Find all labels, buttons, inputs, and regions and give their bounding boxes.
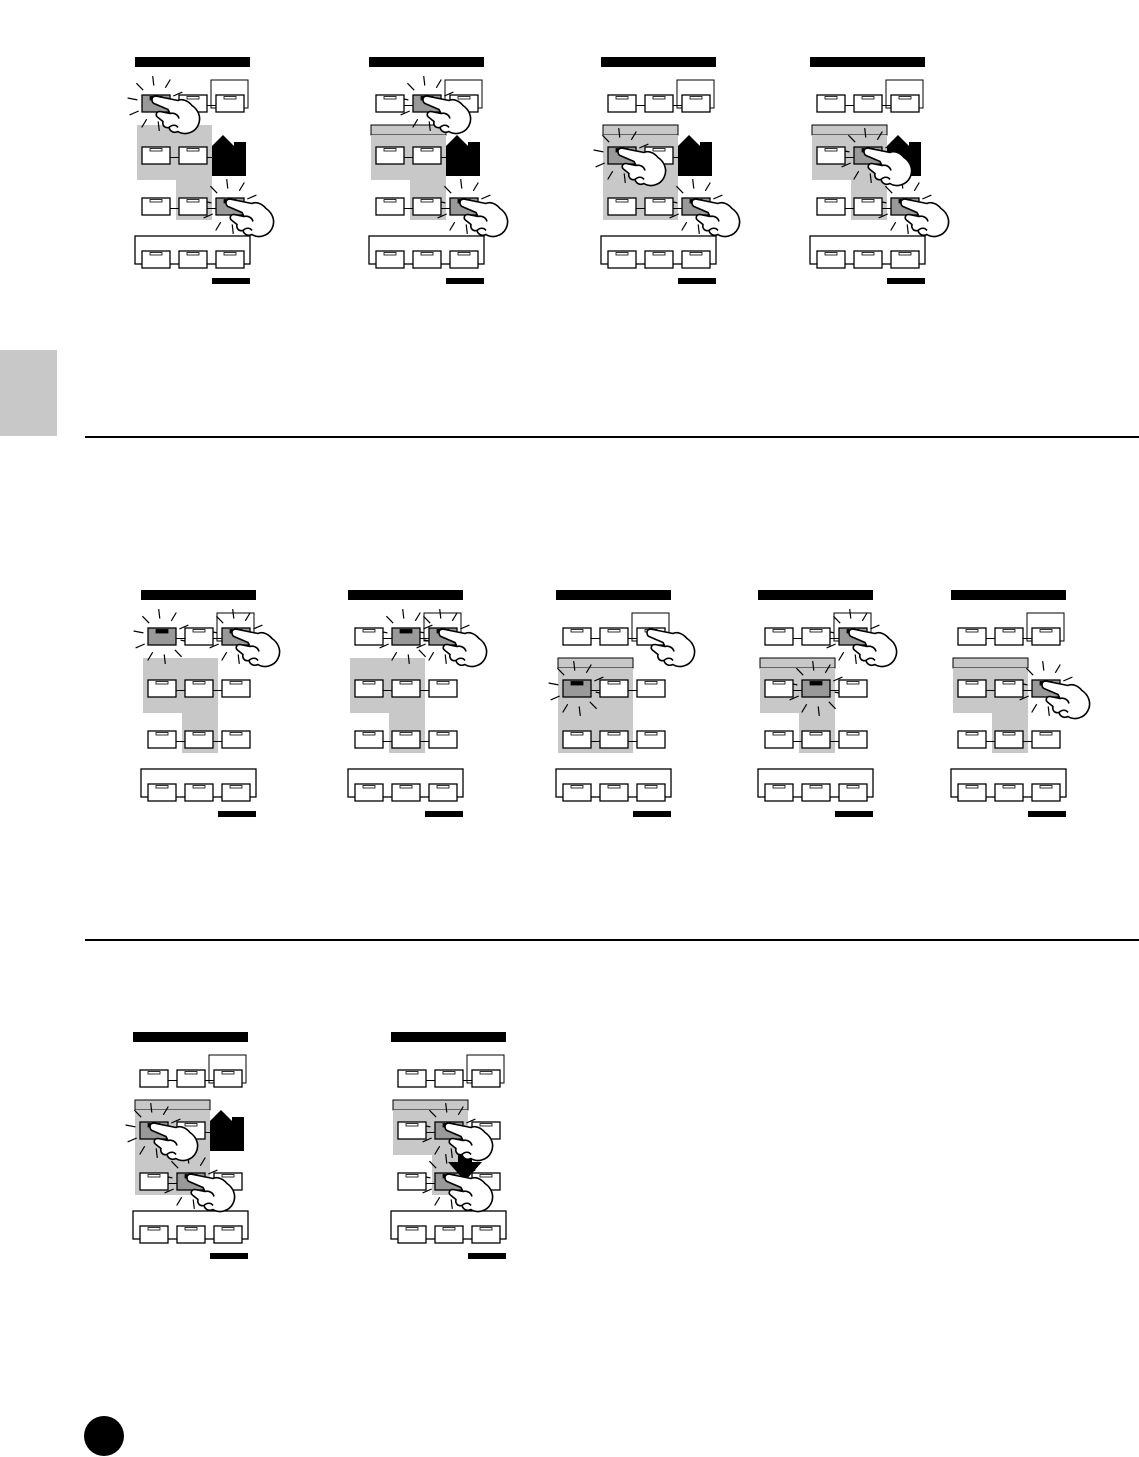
panel-button xyxy=(148,628,176,645)
button-led-indicator xyxy=(966,733,978,736)
button-led-indicator xyxy=(400,630,412,634)
button-led-indicator xyxy=(653,97,665,100)
panel-button xyxy=(398,1173,426,1190)
panel-diagram xyxy=(333,583,503,823)
button-led-indicator xyxy=(616,200,628,203)
section-divider xyxy=(85,939,1139,941)
button-led-indicator xyxy=(608,630,620,633)
button-led-indicator xyxy=(148,1175,160,1178)
panel-button xyxy=(600,731,628,748)
button-led-indicator xyxy=(363,630,375,633)
panel-button xyxy=(450,251,478,268)
panel-button xyxy=(608,198,636,215)
button-led-indicator xyxy=(156,630,168,634)
button-led-indicator xyxy=(862,253,874,256)
panel-button xyxy=(185,680,213,697)
button-led-indicator xyxy=(1040,733,1052,736)
panel-diagram xyxy=(541,583,711,823)
panel-button xyxy=(435,1070,463,1087)
panel-button xyxy=(398,1122,426,1139)
button-led-indicator xyxy=(616,97,628,100)
button-led-indicator xyxy=(690,97,702,100)
panel-header-bar xyxy=(951,590,1066,600)
panel-button xyxy=(148,680,176,697)
button-led-indicator xyxy=(825,253,837,256)
panel-button xyxy=(429,731,457,748)
arrow-down-right-icon xyxy=(210,1110,244,1151)
panel-diagram xyxy=(126,583,296,823)
button-led-indicator xyxy=(193,682,205,685)
button-led-indicator xyxy=(185,1072,197,1075)
panel-button xyxy=(854,251,882,268)
button-led-indicator xyxy=(608,733,620,736)
panel-button xyxy=(185,731,213,748)
button-led-indicator xyxy=(193,630,205,633)
panel-button xyxy=(355,628,383,645)
button-led-indicator xyxy=(406,1228,418,1231)
button-led-indicator xyxy=(150,200,162,203)
panel-button xyxy=(148,784,176,801)
panel-diagram xyxy=(120,50,290,290)
button-led-indicator xyxy=(690,253,702,256)
panel-footer-bar xyxy=(446,278,484,284)
button-led-indicator xyxy=(825,200,837,203)
panel-button xyxy=(398,1226,426,1243)
button-led-indicator xyxy=(230,682,242,685)
button-led-indicator xyxy=(384,97,396,100)
panel-button xyxy=(392,784,420,801)
button-led-indicator xyxy=(608,682,620,685)
panel-button xyxy=(600,628,628,645)
panel-button xyxy=(142,147,170,164)
panel-button xyxy=(958,680,986,697)
button-led-indicator xyxy=(480,1228,492,1231)
panel-button xyxy=(413,251,441,268)
button-led-indicator xyxy=(966,682,978,685)
panel-button xyxy=(376,147,404,164)
panel-button xyxy=(429,784,457,801)
panel-footer-bar xyxy=(887,278,925,284)
panel-button xyxy=(376,251,404,268)
panel-button xyxy=(142,251,170,268)
panel-button xyxy=(995,680,1023,697)
button-led-indicator xyxy=(862,97,874,100)
panel-header-bar xyxy=(141,590,256,600)
panel-button xyxy=(682,95,710,112)
panel-button xyxy=(185,628,213,645)
panel-button xyxy=(817,198,845,215)
button-led-indicator xyxy=(571,630,583,633)
button-led-indicator xyxy=(1003,630,1015,633)
panel-button xyxy=(682,251,710,268)
panel-button xyxy=(563,731,591,748)
panel-button xyxy=(179,147,207,164)
panel-diagram xyxy=(936,583,1106,823)
panel-button xyxy=(214,1226,242,1243)
panel-button xyxy=(435,1226,463,1243)
panel-button xyxy=(958,628,986,645)
hand-pointer-icon xyxy=(647,629,695,666)
button-led-indicator xyxy=(571,682,583,686)
button-led-indicator xyxy=(1003,733,1015,736)
panel-button xyxy=(177,1070,205,1087)
panel-button xyxy=(355,680,383,697)
button-led-indicator xyxy=(406,1072,418,1075)
panel-button xyxy=(995,731,1023,748)
button-led-indicator xyxy=(616,253,628,256)
button-led-indicator xyxy=(773,682,785,685)
button-led-indicator xyxy=(193,733,205,736)
button-led-indicator xyxy=(862,200,874,203)
panel-button xyxy=(1032,784,1060,801)
button-led-indicator xyxy=(1040,630,1052,633)
panel-footer-bar xyxy=(425,811,463,817)
button-led-indicator xyxy=(421,149,433,152)
panel-header-bar xyxy=(348,590,463,600)
button-led-indicator xyxy=(458,97,470,100)
button-led-indicator xyxy=(384,200,396,203)
button-led-indicator xyxy=(810,786,822,789)
panel-button xyxy=(995,628,1023,645)
panel-button xyxy=(765,680,793,697)
button-led-indicator xyxy=(421,200,433,203)
button-led-indicator xyxy=(1003,786,1015,789)
button-led-indicator xyxy=(224,253,236,256)
panel-button xyxy=(958,731,986,748)
panel-button xyxy=(376,198,404,215)
panel-footer-bar xyxy=(633,811,671,817)
panel-button xyxy=(608,95,636,112)
panel-button xyxy=(817,95,845,112)
panel-button xyxy=(958,784,986,801)
panel-button xyxy=(392,628,420,645)
panel-button xyxy=(891,95,919,112)
button-led-indicator xyxy=(825,149,837,152)
panel-header-bar xyxy=(601,57,716,67)
panel-button xyxy=(637,680,665,697)
button-led-indicator xyxy=(825,97,837,100)
panel-button xyxy=(637,731,665,748)
panel-button xyxy=(1032,628,1060,645)
button-led-indicator xyxy=(653,149,665,152)
button-led-indicator xyxy=(810,630,822,633)
panel-header-bar xyxy=(810,57,925,67)
button-led-indicator xyxy=(150,253,162,256)
button-led-indicator xyxy=(148,1072,160,1075)
button-led-indicator xyxy=(645,786,657,789)
panel-button xyxy=(214,1070,242,1087)
panel-button xyxy=(148,731,176,748)
panel-button xyxy=(817,147,845,164)
button-led-indicator xyxy=(571,733,583,736)
button-led-indicator xyxy=(966,630,978,633)
panel-button xyxy=(839,731,867,748)
panel-button xyxy=(179,251,207,268)
button-led-indicator xyxy=(222,1175,234,1178)
panel-button xyxy=(600,784,628,801)
button-led-indicator xyxy=(645,733,657,736)
button-led-indicator xyxy=(406,1175,418,1178)
panel-button xyxy=(429,680,457,697)
button-led-indicator xyxy=(653,200,665,203)
button-led-indicator xyxy=(810,733,822,736)
button-led-indicator xyxy=(400,733,412,736)
panel-button xyxy=(854,95,882,112)
button-led-indicator xyxy=(966,786,978,789)
panel-button xyxy=(637,784,665,801)
button-led-indicator xyxy=(437,786,449,789)
panel-button xyxy=(839,680,867,697)
panel-button xyxy=(222,784,250,801)
button-led-indicator xyxy=(421,253,433,256)
button-led-indicator xyxy=(224,97,236,100)
button-led-indicator xyxy=(230,733,242,736)
button-led-indicator xyxy=(443,1228,455,1231)
panel-diagram xyxy=(795,50,965,290)
button-led-indicator xyxy=(185,1228,197,1231)
panel-button xyxy=(222,680,250,697)
page-number-badge xyxy=(84,1416,124,1456)
button-led-indicator xyxy=(193,786,205,789)
panel-button xyxy=(802,731,830,748)
panel-button xyxy=(645,251,673,268)
button-led-indicator xyxy=(458,253,470,256)
button-led-indicator xyxy=(363,682,375,685)
button-led-indicator xyxy=(363,786,375,789)
button-led-indicator xyxy=(847,733,859,736)
panel-button xyxy=(765,628,793,645)
button-led-indicator xyxy=(406,1124,418,1127)
button-led-indicator xyxy=(400,786,412,789)
button-led-indicator xyxy=(810,682,822,686)
button-led-indicator xyxy=(571,786,583,789)
panel-button xyxy=(995,784,1023,801)
panel-button xyxy=(765,731,793,748)
button-led-indicator xyxy=(653,253,665,256)
button-led-indicator xyxy=(480,1072,492,1075)
panel-button xyxy=(817,251,845,268)
panel-footer-bar xyxy=(218,811,256,817)
panel-button xyxy=(177,1226,205,1243)
button-led-indicator xyxy=(148,1228,160,1231)
panel-diagram xyxy=(354,50,524,290)
panel-button xyxy=(600,680,628,697)
panel-footer-bar xyxy=(212,278,250,284)
button-led-indicator xyxy=(150,149,162,152)
button-led-indicator xyxy=(400,682,412,685)
panel-footer-bar xyxy=(210,1253,248,1259)
button-led-indicator xyxy=(847,682,859,685)
panel-button xyxy=(140,1226,168,1243)
button-led-indicator xyxy=(156,733,168,736)
panel-header-bar xyxy=(391,1032,506,1042)
panel-button xyxy=(563,680,591,697)
button-led-indicator xyxy=(185,1124,197,1127)
button-led-indicator xyxy=(1003,682,1015,685)
panel-button xyxy=(185,784,213,801)
button-led-indicator xyxy=(899,97,911,100)
button-led-indicator xyxy=(222,1072,234,1075)
section-divider xyxy=(85,436,1139,438)
button-led-indicator xyxy=(645,682,657,685)
button-led-indicator xyxy=(156,786,168,789)
panel-footer-bar xyxy=(1028,811,1066,817)
panel-header-bar xyxy=(758,590,873,600)
panel-diagram xyxy=(586,50,756,290)
button-led-indicator xyxy=(222,1228,234,1231)
panel-button xyxy=(179,198,207,215)
panel-button xyxy=(472,1226,500,1243)
button-led-indicator xyxy=(437,682,449,685)
panel-button xyxy=(563,628,591,645)
button-led-indicator xyxy=(437,733,449,736)
panel-button xyxy=(398,1070,426,1087)
arrow-down-right-icon xyxy=(446,135,480,176)
button-led-indicator xyxy=(363,733,375,736)
button-led-indicator xyxy=(156,682,168,685)
panel-button xyxy=(355,784,383,801)
panel-button xyxy=(376,95,404,112)
button-led-indicator xyxy=(230,786,242,789)
button-led-indicator xyxy=(443,1072,455,1075)
panel-button xyxy=(839,784,867,801)
panel-button xyxy=(472,1070,500,1087)
panel-button xyxy=(392,680,420,697)
button-led-indicator xyxy=(1040,786,1052,789)
panel-button xyxy=(392,731,420,748)
panel-header-bar xyxy=(133,1032,248,1042)
button-led-indicator xyxy=(773,733,785,736)
panel-button xyxy=(645,198,673,215)
panel-diagram xyxy=(743,583,913,823)
section-tab-marker xyxy=(0,350,57,436)
panel-button xyxy=(355,731,383,748)
button-led-indicator xyxy=(480,1175,492,1178)
panel-header-bar xyxy=(556,590,671,600)
panel-button xyxy=(413,147,441,164)
panel-button xyxy=(802,784,830,801)
panel-button xyxy=(802,680,830,697)
button-led-indicator xyxy=(480,1124,492,1127)
button-led-indicator xyxy=(899,253,911,256)
button-led-indicator xyxy=(187,200,199,203)
button-led-indicator xyxy=(187,253,199,256)
arrow-down-right-icon xyxy=(678,135,712,176)
panel-footer-bar xyxy=(678,278,716,284)
panel-button xyxy=(854,198,882,215)
panel-button xyxy=(765,784,793,801)
button-led-indicator xyxy=(847,786,859,789)
button-led-indicator xyxy=(187,97,199,100)
button-led-indicator xyxy=(773,786,785,789)
button-led-indicator xyxy=(608,786,620,789)
button-led-indicator xyxy=(384,149,396,152)
panel-button xyxy=(891,251,919,268)
panel-button xyxy=(142,198,170,215)
button-led-indicator xyxy=(773,630,785,633)
panel-header-bar xyxy=(369,57,484,67)
panel-button xyxy=(645,95,673,112)
panel-button xyxy=(140,1070,168,1087)
panel-footer-bar xyxy=(468,1253,506,1259)
panel-button xyxy=(1032,731,1060,748)
panel-button xyxy=(222,731,250,748)
panel-button xyxy=(216,251,244,268)
panel-button xyxy=(563,784,591,801)
arrow-down-right-icon xyxy=(212,135,246,176)
panel-button xyxy=(608,251,636,268)
panel-button xyxy=(802,628,830,645)
panel-diagram xyxy=(376,1025,546,1265)
button-led-indicator xyxy=(384,253,396,256)
panel-header-bar xyxy=(135,57,250,67)
panel-button xyxy=(413,198,441,215)
panel-footer-bar xyxy=(835,811,873,817)
panel-button xyxy=(140,1173,168,1190)
panel-diagram xyxy=(118,1025,288,1265)
button-led-indicator xyxy=(187,149,199,152)
panel-button xyxy=(216,95,244,112)
